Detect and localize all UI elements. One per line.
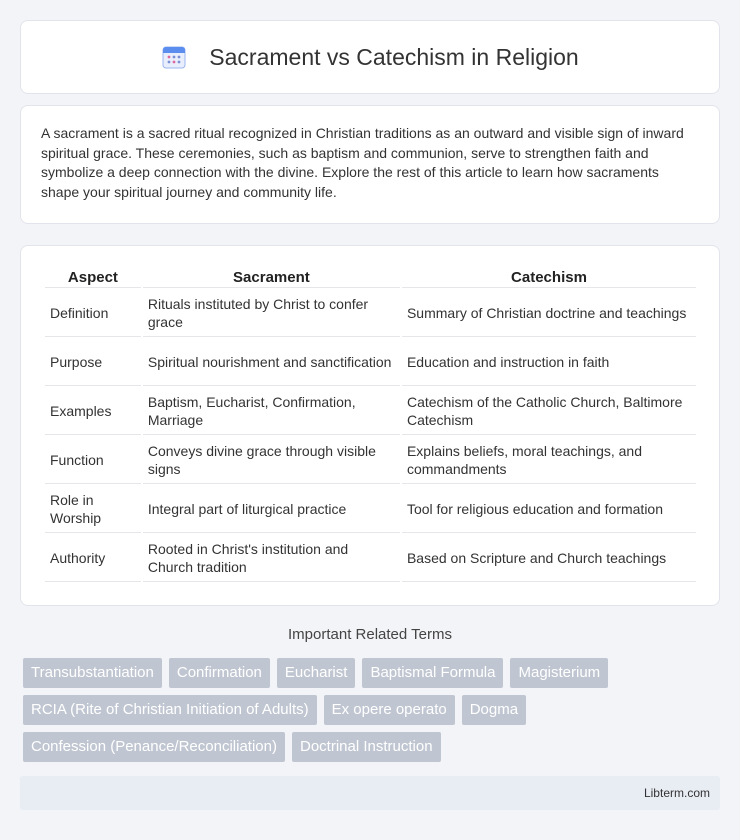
footer-site-link[interactable]: Libterm.com: [643, 786, 710, 800]
row-aspect: Examples: [45, 388, 141, 435]
row-sacrament: Rituals instituted by Christ to confer grace: [143, 290, 400, 337]
table-row: [45, 388, 696, 435]
row-aspect: Function: [45, 437, 141, 484]
row-aspect: Role in Worship: [45, 486, 141, 533]
header-card: [20, 20, 720, 94]
tag-magisterium[interactable]: Magisterium: [510, 658, 608, 688]
tag-transubstantiation[interactable]: Transubstantiation: [23, 658, 162, 688]
table-header-row: [45, 268, 696, 288]
column-header-catechism: Catechism: [402, 268, 696, 288]
related-terms-tags: [23, 658, 723, 769]
tag-doctrinal-instruction[interactable]: Doctrinal Instruction: [292, 732, 441, 762]
row-catechism: Catechism of the Catholic Church, Baltimore Catechism: [402, 388, 696, 435]
page-title: Sacrament vs Catechism in Religion: [209, 43, 579, 70]
row-catechism: Explains beliefs, moral teachings, and commandments: [402, 437, 696, 484]
tag-dogma[interactable]: Dogma: [462, 695, 526, 725]
row-sacrament: Integral part of liturgical practice: [143, 486, 400, 533]
row-sacrament: Spiritual nourishment and sanctification: [143, 339, 400, 386]
column-header-aspect: Aspect: [45, 268, 141, 288]
row-catechism: Education and instruction in faith: [402, 339, 696, 386]
column-header-sacrament: Sacrament: [143, 268, 400, 288]
table-row: [45, 437, 696, 484]
related-terms-title: Important Related Terms: [288, 626, 452, 643]
calendar-grid-icon: [161, 44, 187, 70]
row-catechism: Summary of Christian doctrine and teachings: [402, 290, 696, 337]
footer: [20, 776, 720, 810]
tag-baptismal-formula[interactable]: Baptismal Formula: [362, 658, 503, 688]
intro-card: [20, 105, 720, 224]
row-sacrament: Conveys divine grace through visible signs: [143, 437, 400, 484]
table-row: [45, 339, 696, 386]
tag-rcia[interactable]: RCIA (Rite of Christian Initiation of Adults): [23, 695, 317, 725]
row-sacrament: Rooted in Christ's institution and Church tradition: [143, 535, 400, 582]
intro-text: A sacrament is a sacred ritual recognized in Christian traditions as an outward and visible sign of inward spiritual grace. These ceremonies, such as baptism and communion, serve to strengthen faith and symbolize a deep connection with the divine. Explore the rest of this article to learn how sacraments shape your spiritual journey and community life.: [41, 125, 684, 200]
row-catechism: Tool for religious education and formation: [402, 486, 696, 533]
comparison-table: [43, 266, 698, 584]
table-row: [45, 486, 696, 533]
table-row: [45, 535, 696, 582]
row-aspect: Authority: [45, 535, 141, 582]
tag-confession[interactable]: Confession (Penance/Reconciliation): [23, 732, 285, 762]
comparison-card: [20, 245, 720, 606]
row-aspect: Purpose: [45, 339, 141, 386]
tag-ex-opere-operato[interactable]: Ex opere operato: [324, 695, 455, 725]
row-catechism: Based on Scripture and Church teachings: [402, 535, 696, 582]
tag-confirmation[interactable]: Confirmation: [169, 658, 270, 688]
row-sacrament: Baptism, Eucharist, Confirmation, Marriage: [143, 388, 400, 435]
row-aspect: Definition: [45, 290, 141, 337]
tag-eucharist[interactable]: Eucharist: [277, 658, 356, 688]
table-row: [45, 290, 696, 337]
